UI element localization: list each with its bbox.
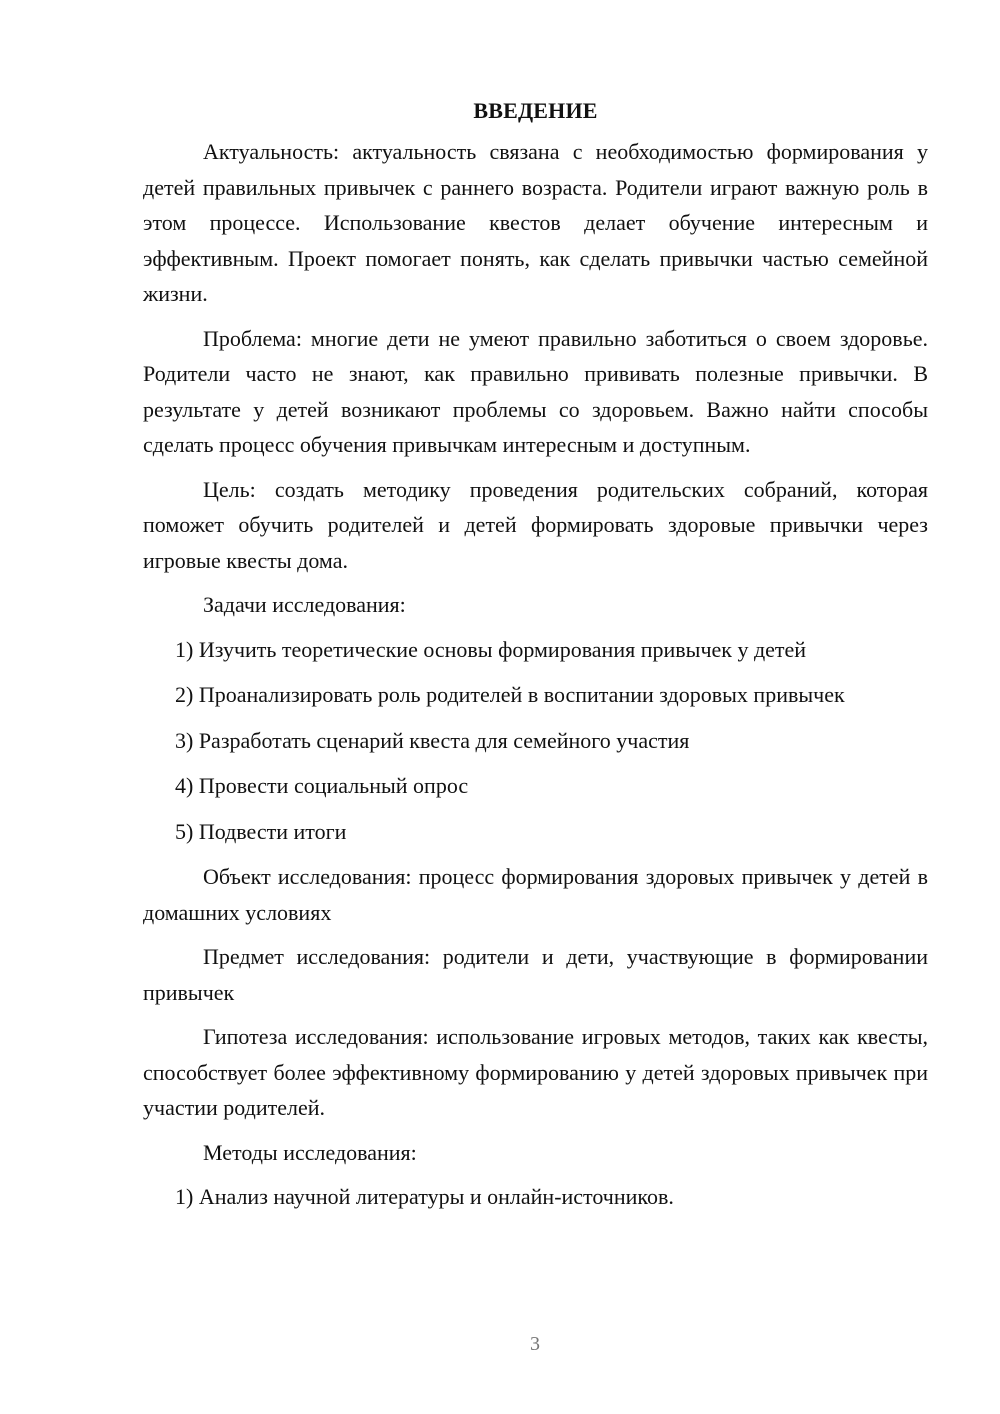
hypothesis-paragraph: Гипотеза исследования: использование игровых методов, таких как квесты, способствует более эффективному формированию у детей здоровых привычек при участии родителей. [143,1024,928,1120]
task-item: 1) Изучить теоретические основы формирования привычек у детей [175,636,807,662]
tasks-heading: Задачи исследования: [203,592,406,617]
task-item: 2) Проанализировать роль родителей в воспитании здоровых привычек [175,682,845,707]
relevance-paragraph: Актуальность: актуальность связана с необходимостью формирования у детей правильных привычек с раннего возраста. Родители играют важную роль в этом процессе. Использование квестов делает обучение интересным и эффективным. Проект помогает понять, как сделать привычки частью семейной жизни. [143,139,928,306]
problem-paragraph: Проблема: многие дети не умеют правильно заботиться о своем здоровье. Родители часто не знают, как правильно прививать полезные привычки. В результате у детей возникают проблемы со здоровьем. Важно найти способы сделать процесс обучения привычкам интересным и доступным. [143,325,928,457]
task-item: 5) Подвести итоги [175,818,347,844]
subject-paragraph: Предмет исследования: родители и дети, участвующие в формировании привычек [143,944,928,1005]
task-item: 4) Провести социальный опрос [175,773,469,798]
object-paragraph: Объект исследования: процесс формирования здоровых привычек у детей в домашних условиях [143,864,928,925]
goal-paragraph: Цель: создать методику проведения родительских собраний, которая поможет обучить родителей и детей формировать здоровые привычки через игровые квесты дома. [143,476,928,573]
section-title: ВВЕДЕНИЕ [473,98,598,123]
document-page [143,96,928,1225]
task-item: 3) Разработать сценарий квеста для семейного участия [175,727,690,753]
methods-heading: Методы исследования: [203,1139,417,1165]
page-number: 3 [530,1333,540,1355]
method-item: 1) Анализ научной литературы и онлайн-источников. [175,1184,674,1209]
